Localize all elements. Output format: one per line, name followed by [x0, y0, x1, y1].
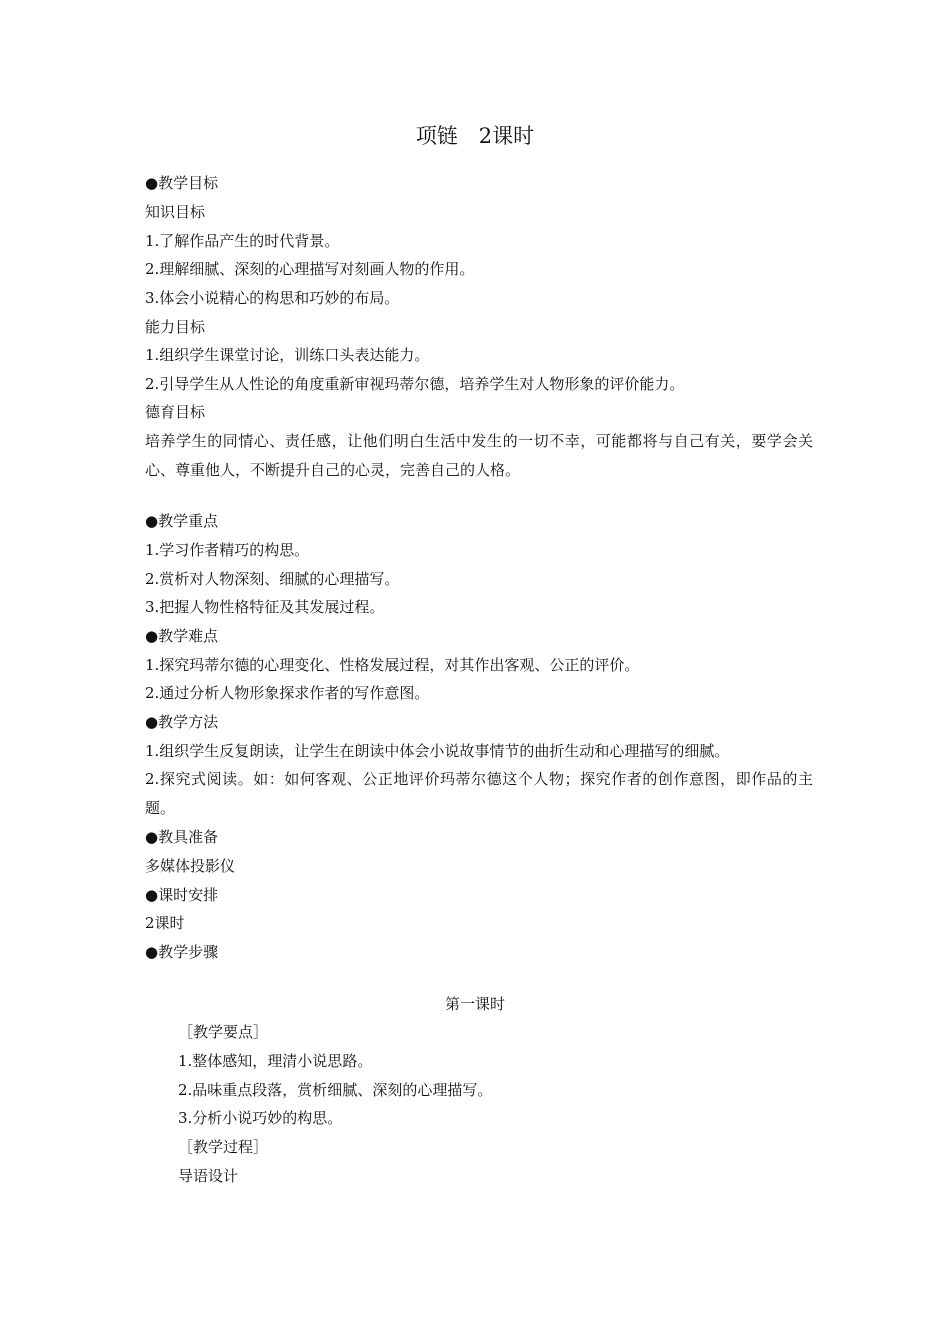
- moral-label: 德育目标: [145, 403, 206, 421]
- lesson1-point-item: 2.品味重点段落，赏析细腻、深刻的心理描写。: [178, 1081, 493, 1099]
- lesson1-intro: 导语设计: [178, 1167, 239, 1185]
- knowledge-label: 知识目标: [145, 203, 206, 221]
- tools-text: 多媒体投影仪: [145, 857, 236, 875]
- lesson1-process-label: ［教学过程］: [178, 1138, 269, 1156]
- method-item: 1.组织学生反复朗读，让学生在朗读中体会小说故事情节的曲折生动和心理描写的细腻。: [145, 742, 730, 760]
- moral-text: 培养学生的同情心、责任感，让他们明白生活中发生的一切不幸，可能都将与自己有关，要学会关心、尊重他人，不断提升自己的心灵，完善自己的人格。: [145, 432, 813, 479]
- method-item: 2.探究式阅读。如：如何客观、公正地评价玛蒂尔德这个人物；探究作者的创作意图，即作品的主题。: [145, 770, 813, 817]
- ability-label: 能力目标: [145, 318, 206, 336]
- difficulty-item: 1.探究玛蒂尔德的心理变化、性格发展过程，对其作出客观、公正的评价。: [145, 656, 640, 674]
- lesson1-points-label: ［教学要点］: [178, 1023, 269, 1041]
- key-point-item: 3.把握人物性格特征及其发展过程。: [145, 598, 385, 616]
- schedule-heading: ●课时安排: [145, 886, 219, 904]
- objectives-heading: ●教学目标: [145, 174, 219, 192]
- difficulty-item: 2.通过分析人物形象探求作者的写作意图。: [145, 684, 430, 702]
- knowledge-item: 2.理解细腻、深刻的心理描写对刻画人物的作用。: [145, 260, 475, 278]
- document-title: 项链 2课时: [415, 124, 535, 148]
- knowledge-item: 3.体会小说精心的构思和巧妙的布局。: [145, 289, 400, 307]
- ability-item: 1.组织学生课堂讨论，训练口头表达能力。: [145, 346, 430, 364]
- ability-item: 2.引导学生从人性论的角度重新审视玛蒂尔德，培养学生对人物形象的评价能力。: [145, 375, 685, 393]
- key-points-heading: ●教学重点: [145, 512, 219, 530]
- difficulties-heading: ●教学难点: [145, 627, 219, 645]
- key-point-item: 1.学习作者精巧的构思。: [145, 541, 310, 559]
- key-point-item: 2.赏析对人物深刻、细腻的心理描写。: [145, 570, 400, 588]
- knowledge-item: 1.了解作品产生的时代背景。: [145, 232, 340, 250]
- lesson1-point-item: 1.整体感知，理清小说思路。: [178, 1052, 373, 1070]
- tools-heading: ●教具准备: [145, 828, 219, 846]
- lesson1-title: 第一课时: [444, 995, 505, 1013]
- methods-heading: ●教学方法: [145, 713, 219, 731]
- steps-heading: ●教学步骤: [145, 943, 219, 961]
- schedule-text: 2课时: [145, 914, 185, 932]
- lesson1-point-item: 3.分析小说巧妙的构思。: [178, 1109, 343, 1127]
